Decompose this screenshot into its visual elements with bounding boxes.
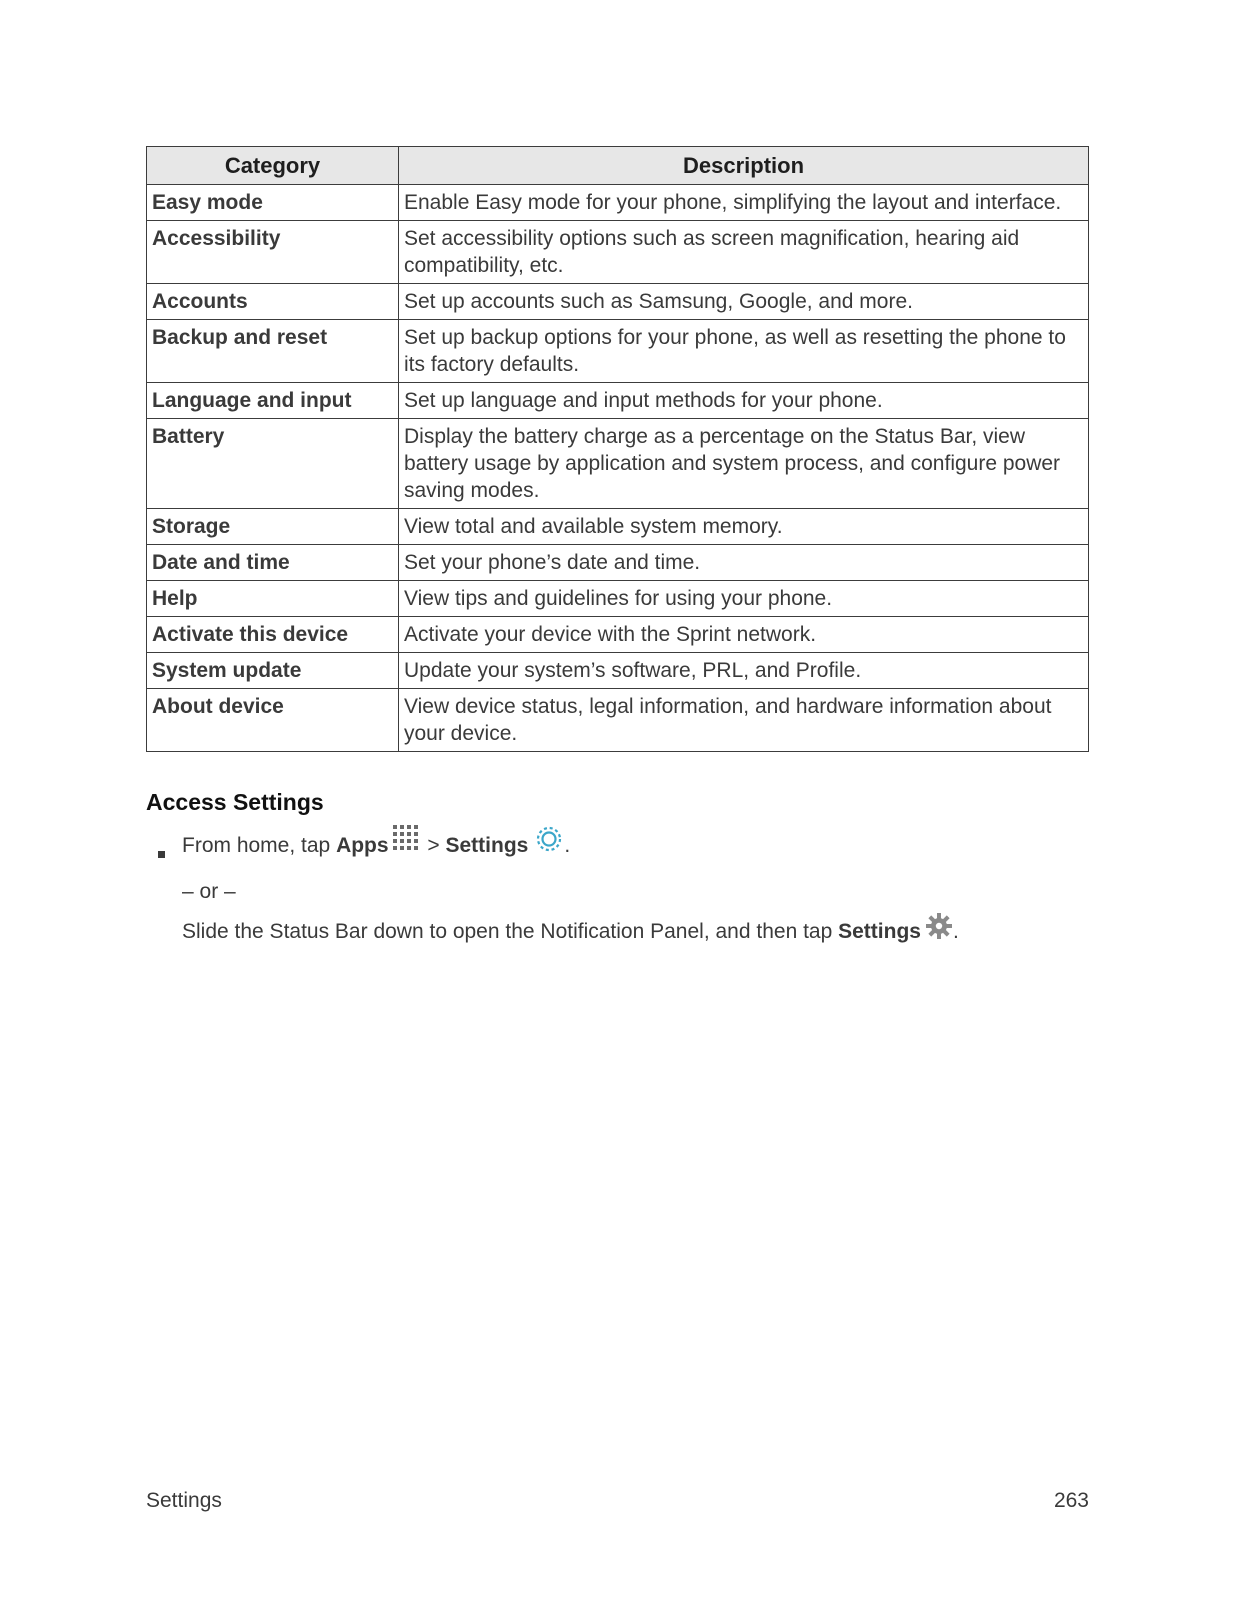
settings-gear-app-icon (534, 824, 564, 860)
table-row (147, 581, 1089, 617)
category-cell: System update (147, 653, 399, 689)
description-cell: Enable Easy mode for your phone, simplifying the layout and interface. (399, 185, 1089, 221)
category-cell: Accessibility (147, 221, 399, 284)
category-cell: Language and input (147, 383, 399, 419)
table-row (147, 689, 1089, 752)
step-from-home (182, 824, 570, 860)
table-row (147, 284, 1089, 320)
table-row (147, 221, 1089, 284)
description-cell: Set your phone’s date and time. (399, 545, 1089, 581)
category-cell: Easy mode (147, 185, 399, 221)
category-cell: Date and time (147, 545, 399, 581)
settings-quick-label: Settings (838, 920, 921, 943)
step1-separator: > (421, 834, 446, 857)
description-cell: Update your system’s software, PRL, and Profile. (399, 653, 1089, 689)
description-cell: Set up language and input methods for your phone. (399, 383, 1089, 419)
table-row (147, 320, 1089, 383)
settings-categories-table (146, 146, 1089, 752)
description-cell: Set up backup options for your phone, as well as resetting the phone to its factory defaults. (399, 320, 1089, 383)
step1-prefix: From home, tap (182, 834, 337, 857)
settings-gear-icon (925, 912, 953, 946)
table-row (147, 383, 1089, 419)
category-cell: Help (147, 581, 399, 617)
footer-section-name: Settings (146, 1489, 222, 1512)
table-row (147, 185, 1089, 221)
footer-page-number: 263 (1053, 1489, 1089, 1512)
table-header-row (147, 147, 1089, 185)
bullet-marker (158, 851, 165, 858)
description-cell: Set accessibility options such as screen magnification, hearing aid compatibility, etc. (399, 221, 1089, 284)
table-row (147, 509, 1089, 545)
description-cell: Activate your device with the Sprint network. (399, 617, 1089, 653)
table-body (147, 185, 1089, 752)
table-row (147, 617, 1089, 653)
step1-suffix: . (564, 834, 571, 857)
table-row (147, 653, 1089, 689)
category-column-header: Category (147, 147, 399, 185)
category-cell: Battery (147, 419, 399, 509)
description-cell: Display the battery charge as a percentage on the Status Bar, view battery usage by application and system process, and configure power saving modes. (399, 419, 1089, 509)
description-column-header: Description (399, 147, 1089, 185)
table-row (147, 419, 1089, 509)
description-cell: Set up accounts such as Samsung, Google, and more. (399, 284, 1089, 320)
table-row (147, 545, 1089, 581)
or-separator: – or – (182, 880, 236, 903)
apps-label: Apps (336, 834, 389, 857)
description-cell: View total and available system memory. (399, 509, 1089, 545)
step2-suffix: . (952, 920, 959, 943)
description-cell: View device status, legal information, and hardware information about your device. (399, 689, 1089, 752)
category-cell: Storage (147, 509, 399, 545)
step2-prefix: Slide the Status Bar down to open the Notification Panel, and then tap (182, 920, 839, 943)
category-cell: Activate this device (147, 617, 399, 653)
category-cell: Backup and reset (147, 320, 399, 383)
section-heading: Access Settings (146, 789, 324, 815)
description-cell: View tips and guidelines for using your phone. (399, 581, 1089, 617)
category-cell: Accounts (147, 284, 399, 320)
step-notification-panel (182, 912, 959, 946)
apps-grid-icon (392, 824, 422, 860)
category-cell: About device (147, 689, 399, 752)
settings-label: Settings (445, 834, 529, 857)
